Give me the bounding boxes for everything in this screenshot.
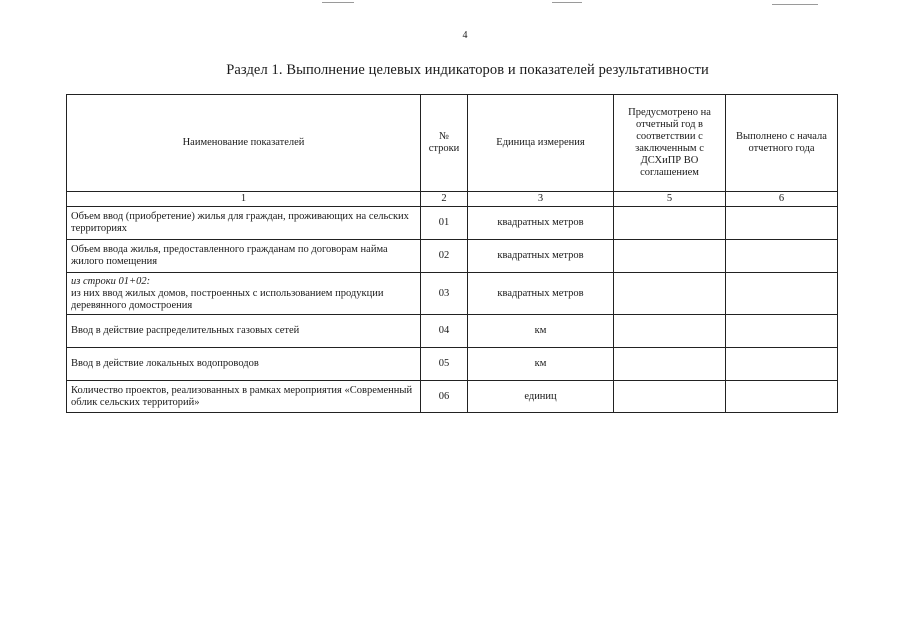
indicator-name: Количество проектов, реализованных в рамках мероприятия «Современный облик сельских территорий» <box>67 381 421 413</box>
planned-cell <box>614 207 726 240</box>
planned-cell <box>614 381 726 413</box>
planned-cell <box>614 348 726 381</box>
unit-cell: квадратных метров <box>468 240 614 273</box>
table-row <box>67 273 838 315</box>
planned-cell <box>614 315 726 348</box>
section-title: Раздел 1. Выполнение целевых индикаторов и показателей результативности <box>226 62 709 78</box>
column-number: 6 <box>726 192 838 207</box>
column-number: 2 <box>421 192 468 207</box>
row-number: 04 <box>421 315 468 348</box>
unit-cell: единиц <box>468 381 614 413</box>
indicators-table <box>66 94 838 413</box>
row-number: 01 <box>421 207 468 240</box>
table-row <box>67 207 838 240</box>
indicator-name: Ввод в действие распределительных газовых сетей <box>67 315 421 348</box>
planned-cell <box>614 273 726 315</box>
page-number: 4 <box>462 30 468 41</box>
column-number: 5 <box>614 192 726 207</box>
header-row <box>67 95 838 192</box>
indicator-name: из строки 01+02: из них ввод жилых домов, построенных с использованием продукции деревянного домостроения <box>67 273 421 315</box>
unit-cell: квадратных метров <box>468 207 614 240</box>
header-unit: Единица измерения <box>468 95 614 192</box>
column-number: 1 <box>67 192 421 207</box>
scan-mark <box>772 4 818 5</box>
indicator-name: Ввод в действие локальных водопроводов <box>67 348 421 381</box>
table-row <box>67 348 838 381</box>
column-numbers-row <box>67 192 838 207</box>
done-cell <box>726 240 838 273</box>
done-cell <box>726 273 838 315</box>
row-note: из строки 01+02: <box>71 275 151 287</box>
done-cell <box>726 315 838 348</box>
table-row <box>67 381 838 413</box>
row-number: 03 <box>421 273 468 315</box>
done-cell <box>726 381 838 413</box>
done-cell <box>726 207 838 240</box>
table-row <box>67 240 838 273</box>
row-number: 05 <box>421 348 468 381</box>
scan-mark <box>322 2 354 3</box>
row-number: 02 <box>421 240 468 273</box>
column-number: 3 <box>468 192 614 207</box>
done-cell <box>726 348 838 381</box>
header-name: Наименование показателей <box>67 95 421 192</box>
header-done: Выполнено с начала отчетного года <box>726 95 838 192</box>
planned-cell <box>614 240 726 273</box>
scan-mark <box>552 2 582 3</box>
unit-cell: квадратных метров <box>468 273 614 315</box>
header-row-number: № строки <box>421 95 468 192</box>
indicator-name: Объем ввод (приобретение) жилья для граждан, проживающих на сельских территориях <box>67 207 421 240</box>
unit-cell: км <box>468 315 614 348</box>
indicator-name: Объем ввода жилья, предоставленного гражданам по договорам найма жилого помещения <box>67 240 421 273</box>
header-planned: Предусмотрено на отчетный год в соответствии с заключенным с ДСХиПР ВО соглашением <box>614 95 726 192</box>
unit-cell: км <box>468 348 614 381</box>
row-number: 06 <box>421 381 468 413</box>
table-row <box>67 315 838 348</box>
